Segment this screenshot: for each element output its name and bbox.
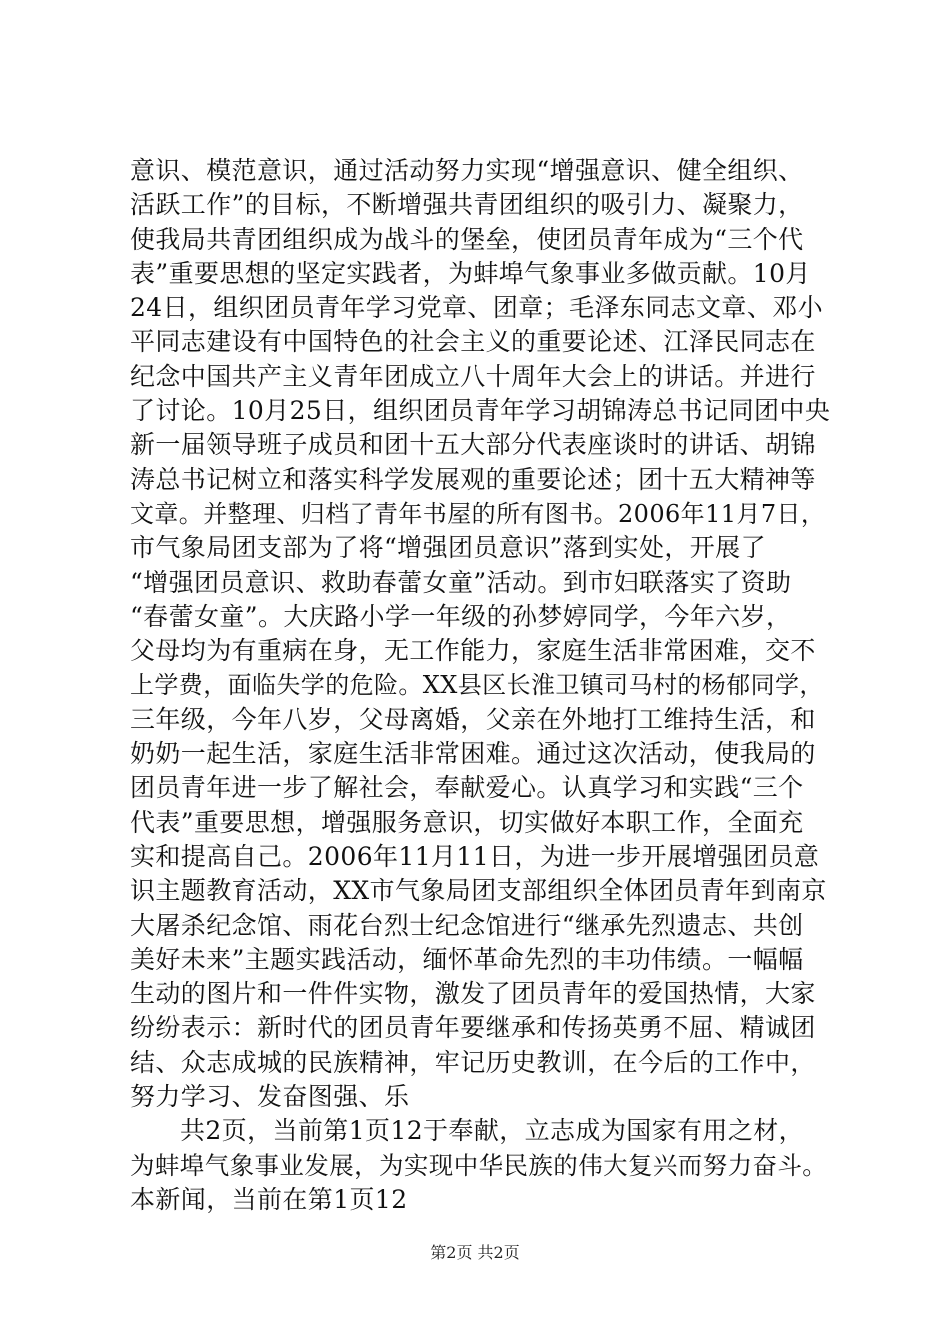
text-line: 意识、模范意识，通过活动努力实现“增强意识、健全组织、 <box>130 156 804 185</box>
text-line: 为蚌埠气象事业发展，为实现中华民族的伟大复兴而努力奋斗。 <box>130 1150 828 1180</box>
text-line: “增强团员意识、救助春蕾女童”活动。到市妇联落实了资助 <box>130 567 792 597</box>
page-footer <box>0 1243 950 1263</box>
body-text <box>130 154 830 1217</box>
text-line: 奶奶一起生活，家庭生活非常困难。通过这次活动，使我局的 <box>130 739 816 769</box>
text-line: 代表”重要思想，增强服务意识，切实做好本职工作，全面充 <box>130 807 804 837</box>
text-line: 实和提高自己。2006年11月11日，为进一步开展增强团员意 <box>130 841 820 871</box>
text-line: “春蕾女童”。大庆路小学一年级的孙梦婷同学，今年六岁， <box>130 601 792 631</box>
text-line: 了讨论。10月25日，组织团员青年学习胡锦涛总书记同团中央 <box>130 396 831 426</box>
text-line: 活跃工作”的目标，不断增强共青团组织的吸引力、凝聚力， <box>130 190 804 220</box>
text-line: 纪念中国共产主义青年团成立八十周年大会上的讲话。并进行 <box>130 361 816 391</box>
text-line: 生动的图片和一件件实物，激发了团员青年的爱国热情，大家 <box>130 979 816 1009</box>
text-line: 团员青年进一步了解社会，奉献爱心。认真学习和实践“三个 <box>130 773 804 803</box>
text-line: 新一届领导班子成员和团十五大部分代表座谈时的讲话、胡锦 <box>130 430 816 460</box>
text-line: 表”重要思想的坚定实践者，为蚌埠气象事业多做贡献。10月 <box>130 258 811 288</box>
text-line: 结、众志成城的民族精神，牢记历史教训，在今后的工作中， <box>130 1047 816 1077</box>
text-line: 识主题教育活动，XX市气象局团支部组织全体团员青年到南京 <box>130 876 827 906</box>
text-line: 上学费，面临失学的危险。XX县区长淮卫镇司马村的杨郁同学， <box>130 671 824 700</box>
text-line: 涛总书记树立和落实科学发展观的重要论述；团十五大精神等 <box>130 464 816 494</box>
text-line: 大屠杀纪念馆、雨花台烈士纪念馆进行“继承先烈遗志、共创 <box>130 910 804 940</box>
text-line: 三年级，今年八岁，父母离婚，父亲在外地打工维持生活，和 <box>130 704 816 734</box>
text-line: 努力学习、发奋图强、乐 <box>130 1082 410 1112</box>
text-line: 24日，组织团员青年学习党章、团章；毛泽东同志文章、邓小 <box>130 293 824 323</box>
text-line: 美好未来”主题实践活动，缅怀革命先烈的丰功伟绩。一幅幅 <box>130 944 804 974</box>
page-indicator: 第2页 共2页 <box>430 1243 520 1262</box>
text-line: 平同志建设有中国特色的社会主义的重要论述、江泽民同志在 <box>130 327 816 357</box>
text-line: 市气象局团支部为了将“增强团员意识”落到实处，开展了 <box>130 533 766 563</box>
text-line: 父母均为有重病在身，无工作能力，家庭生活非常困难，交不 <box>130 636 816 666</box>
text-line: 文章。并整理、归档了青年书屋的所有图书。2006年11月7日， <box>130 499 826 528</box>
text-line: 纷纷表示：新时代的团员青年要继承和传扬英勇不屈、精诚团 <box>130 1013 816 1043</box>
text-line: 共2页，当前第1页12于奉献，立志成为国家有用之材， <box>180 1116 805 1146</box>
text-line: 本新闻，当前在第1页12 <box>130 1184 408 1214</box>
text-line: 使我局共青团组织成为战斗的堡垒，使团员青年成为“三个代 <box>130 224 804 254</box>
